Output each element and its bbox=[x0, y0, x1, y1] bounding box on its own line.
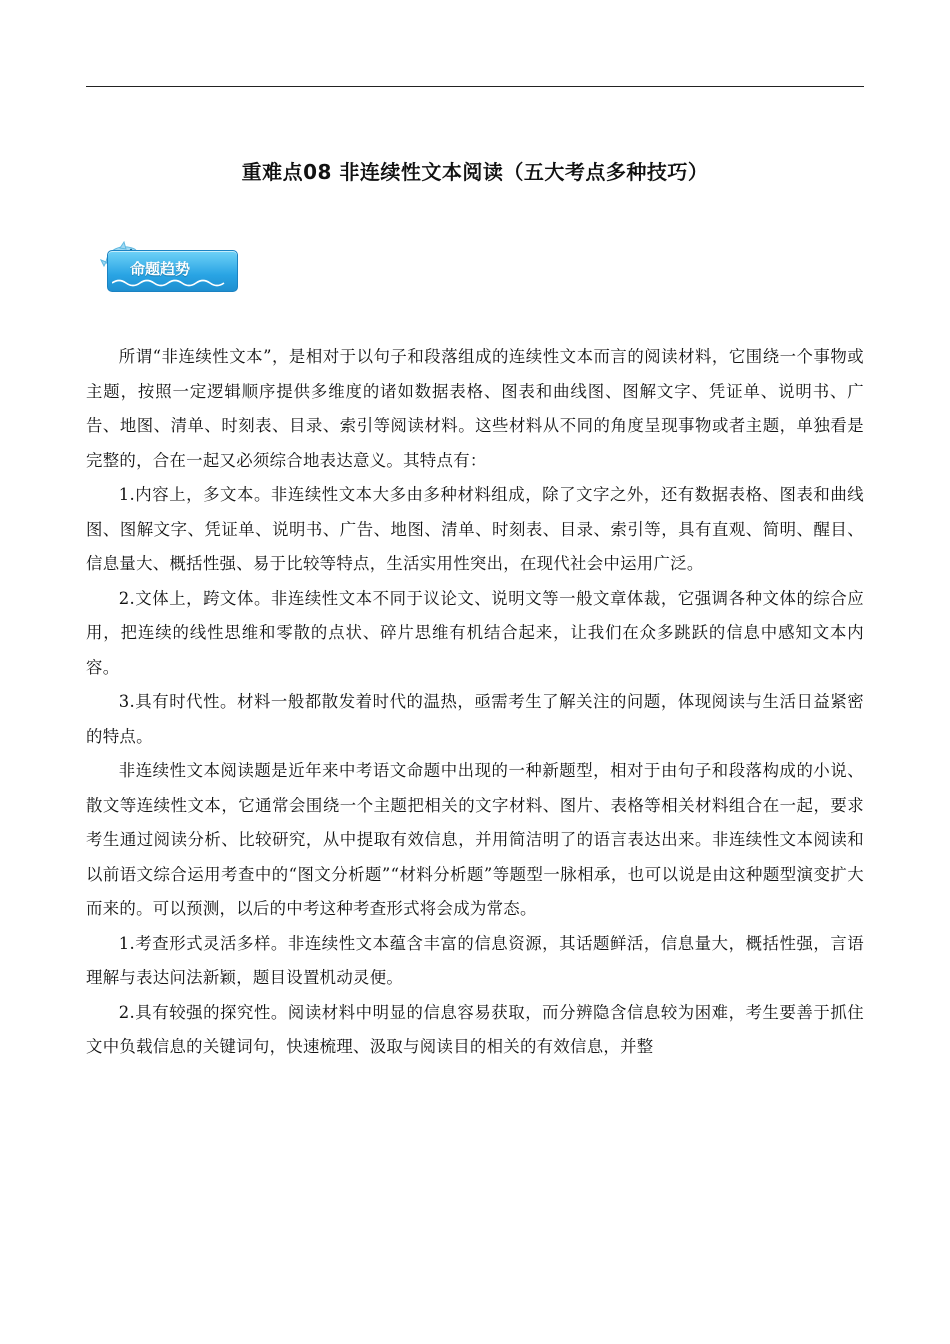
body-text bbox=[86, 340, 864, 1065]
paragraph: 所谓“非连续性文本”，是相对于以句子和段落组成的连续性文本而言的阅读材料，它围绕一个事物或主题，按照一定逻辑顺序提供多维度的诸如数据表格、图表和曲线图、图解文字、凭证单、说明书、广告、地图、清单、时刻表、目录、索引等阅读材料。这些材料从不同的角度呈现事物或者主题，单独看是完整的，合在一起又必须综合地表达意义。其特点有： bbox=[86, 347, 864, 470]
page-title: 重难点08 非连续性文本阅读（五大考点多种技巧） bbox=[241, 160, 709, 184]
section-badge bbox=[100, 240, 242, 296]
wave-icon bbox=[112, 278, 230, 288]
paragraph: 非连续性文本阅读题是近年来中考语文命题中出现的一种新题型，相对于由句子和段落构成的小说、散文等连续性文本，它通常会围绕一个主题把相关的文字材料、图片、表格等相关材料组合在一起，要求考生通过阅读分析、比较研究，从中提取有效信息，并用简洁明了的语言表达出来。非连续性文本阅读和以前语文综合运用考查中的“图文分析题”“材料分析题”等题型一脉相承，也可以说是由这种题型演变扩大而来的。可以预测，以后的中考这种考查形式将会成为常态。 bbox=[86, 761, 864, 918]
paragraph: 1.考查形式灵活多样。非连续性文本蕴含丰富的信息资源，其话题鲜活，信息量大，概括性强，言语理解与表达问法新颖，题目设置机动灵便。 bbox=[86, 933, 864, 987]
header-rule bbox=[86, 86, 864, 87]
paragraph: 3.具有时代性。材料一般都散发着时代的温热，亟需考生了解关注的问题，体现阅读与生活日益紧密的特点。 bbox=[86, 692, 864, 746]
badge-label: 命题趋势 bbox=[130, 260, 191, 278]
paragraph: 2.文体上，跨文体。非连续性文本不同于议论文、说明文等一般文章体裁，它强调各种文体的综合应用，把连续的线性思维和零散的点状、碎片思维有机结合起来，让我们在众多跳跃的信息中感知文本内容。 bbox=[86, 588, 864, 677]
paragraph: 2.具有较强的探究性。阅读材料中明显的信息容易获取，而分辨隐含信息较为困难，考生要善于抓住文中负载信息的关键词句，快速梳理、汲取与阅读目的相关的有效信息，并整 bbox=[86, 1002, 864, 1056]
paragraph: 1.内容上，多文本。非连续性文本大多由多种材料组成，除了文字之外，还有数据表格、图表和曲线图、图解文字、凭证单、说明书、广告、地图、清单、时刻表、目录、索引等，具有直观、简明、醒目、信息量大、概括性强、易于比较等特点，生活实用性突出，在现代社会中运用广泛。 bbox=[86, 485, 864, 573]
